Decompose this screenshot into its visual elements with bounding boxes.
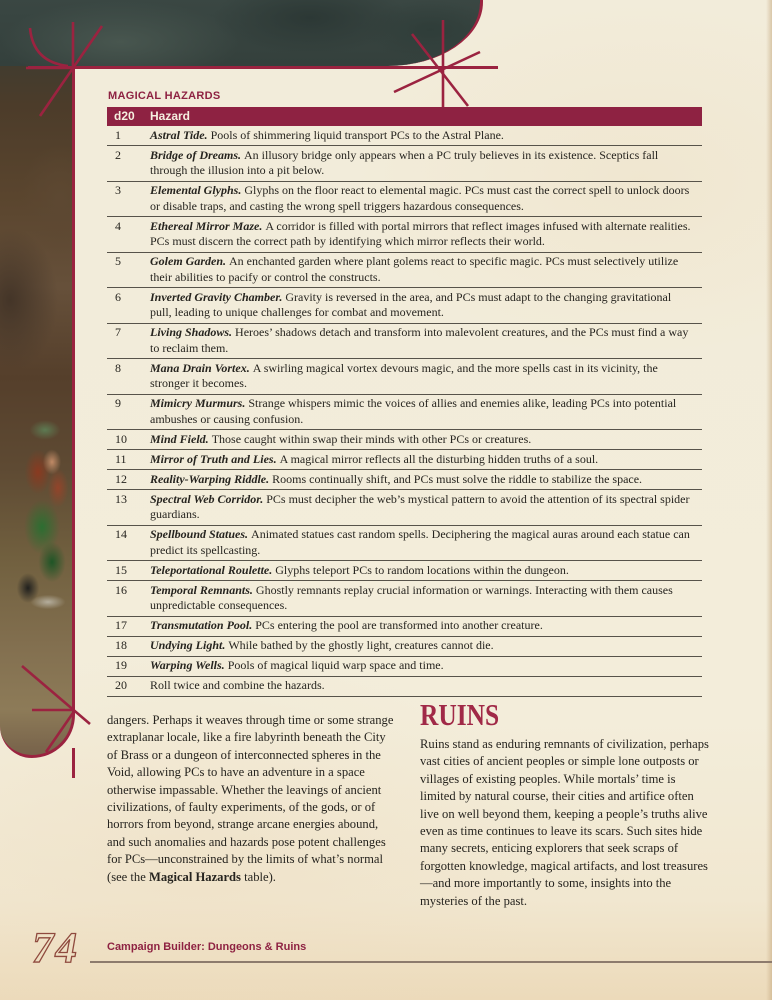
roll-cell: 5	[107, 252, 150, 288]
roll-cell: 11	[107, 450, 150, 470]
table-row	[107, 288, 702, 324]
hazard-name: Spectral Web Corridor.	[150, 491, 267, 506]
hazard-cell	[150, 470, 702, 490]
hazard-name: Reality-Warping Riddle.	[150, 471, 273, 486]
hazard-description: Roll twice and combine the hazards.	[150, 678, 325, 692]
hazard-description: An enchanted garden where plant golems react to specific magic. PCs must selectively utilize their abilities to pacify or control the constructs.	[150, 254, 679, 284]
hazard-cell	[150, 616, 702, 636]
roll-cell: 7	[107, 323, 150, 359]
hazard-name: Teleportational Roulette.	[150, 562, 276, 577]
table-row	[107, 217, 702, 253]
table-row	[107, 359, 702, 395]
hazard-description: Glyphs on the floor react to elemental magic. PCs must cast the correct spell to unlock doors or disable traps, and casting the wrong spell triggers hazardous consequences.	[150, 183, 690, 213]
roll-cell: 13	[107, 490, 150, 526]
hazard-description: Pools of shimmering liquid transport PCs to the Astral Plane.	[210, 127, 504, 142]
roll-cell: 18	[107, 636, 150, 656]
hazard-cell	[150, 490, 702, 526]
hazard-name: Elemental Glyphs.	[150, 183, 245, 197]
table-row	[107, 146, 702, 182]
hazard-name: Transmutation Pool.	[150, 618, 256, 632]
footer-rule	[90, 961, 772, 963]
left-column-text-end: table).	[240, 869, 276, 884]
table-row	[107, 490, 702, 526]
hazard-name: Inverted Gravity Chamber.	[150, 289, 286, 304]
hazard-cell	[150, 525, 702, 561]
hazard-description: A corridor is filled with portal mirrors that reflect images infused with alternate realities. PCs must discern the correct path by identifying which mirror reflects their world.	[150, 218, 691, 248]
hazard-description: A swirling magical vortex devours magic, and the more spells cast in its vicinity, the stronger it becomes.	[150, 360, 658, 390]
table-row	[107, 656, 702, 676]
hazard-description: PCs must decipher the web’s mystical pattern to avoid the attention of its spectral spider guardians.	[150, 491, 690, 521]
roll-cell: 1	[107, 126, 150, 146]
table-row	[107, 561, 702, 581]
roll-cell: 9	[107, 394, 150, 430]
roll-cell: 4	[107, 217, 150, 253]
hazard-cell	[150, 288, 702, 324]
hazard-description: While bathed by the ghostly light, creatures cannot die.	[228, 638, 494, 652]
left-column-bold-reference: Magical Hazards	[148, 869, 241, 884]
table-row	[107, 126, 702, 146]
hazard-description: Gravity is reversed in the area, and PCs must adapt to the changing gravitational pull, leading to unique challenges for combat and movement.	[150, 289, 672, 319]
hazard-name: Golem Garden.	[150, 254, 229, 268]
hazard-description: A magical mirror reflects all the disturbing hidden truths of a soul.	[279, 451, 599, 466]
roll-cell: 14	[107, 525, 150, 561]
page-number: 74	[32, 925, 79, 972]
ruins-paragraph: Ruins stand as enduring remnants of civilization, perhaps vast cities of ancient peoples or simple lone outposts or villages of existing peoples. While mortals’ time is limited by natural course, their cities and artifice often live on well beyond them, keeping a people’s truths alive even as time continues to leave its scars. Such sites hide many secrets, enticing explorers that seek scraps of forgotten knowledge, magical artifacts, and lost treasures—and more importantly to some, insights into the mysteries of the past.	[420, 737, 709, 908]
table-row	[107, 676, 702, 696]
hazard-description: Strange whispers mimic the voices of allies and enemies alike, leading PCs into potential ambushes or causing confusion.	[150, 396, 677, 426]
hazard-cell	[150, 656, 702, 676]
column-header-d20: d20	[107, 107, 150, 126]
roll-cell: 17	[107, 616, 150, 636]
table-row	[107, 252, 702, 288]
roll-cell: 3	[107, 181, 150, 217]
table-header-row	[107, 107, 702, 126]
column-header-hazard: Hazard	[150, 107, 702, 126]
hazard-name: Bridge of Dreams.	[150, 147, 244, 162]
hazard-cell	[150, 181, 702, 217]
left-text-column	[107, 712, 399, 886]
roll-cell: 10	[107, 430, 150, 450]
hazard-cell	[150, 676, 702, 696]
table-header	[107, 107, 702, 126]
table-row	[107, 450, 702, 470]
hazard-name: Mirror of Truth and Lies.	[150, 451, 280, 466]
roll-cell: 6	[107, 288, 150, 324]
magical-hazards-section	[107, 90, 702, 697]
roll-cell: 12	[107, 470, 150, 490]
table-row	[107, 616, 702, 636]
hazard-name: Astral Tide.	[150, 127, 211, 142]
hazard-description: PCs entering the pool are transformed into another creature.	[255, 618, 543, 632]
hazard-name: Ethereal Mirror Maze.	[150, 218, 266, 233]
hazard-cell	[150, 146, 702, 182]
ruins-heading: RUINS	[420, 697, 500, 732]
roll-cell: 2	[107, 146, 150, 182]
hazard-cell	[150, 450, 702, 470]
roll-cell: 20	[107, 676, 150, 696]
ruins-section	[420, 697, 710, 910]
roll-cell: 15	[107, 561, 150, 581]
hazard-table-body	[107, 126, 702, 696]
starburst-ornament-bottom-left	[18, 660, 110, 762]
table-row	[107, 581, 702, 617]
hazard-name: Undying Light.	[150, 638, 229, 652]
hazard-cell	[150, 252, 702, 288]
table-row	[107, 470, 702, 490]
hazard-description: Heroes’ shadows detach and transform into malevolent creatures, and the PCs must find a way to reclaim them.	[150, 325, 689, 355]
hazard-description: Pools of magical liquid warp space and time.	[227, 658, 444, 672]
table-row	[107, 323, 702, 359]
hazard-name: Warping Wells.	[150, 658, 228, 672]
hazard-cell	[150, 636, 702, 656]
footer-book-title: Campaign Builder: Dungeons & Ruins	[107, 941, 307, 953]
hazard-cell	[150, 561, 702, 581]
roll-cell: 8	[107, 359, 150, 395]
hazard-name: Mimicry Murmurs.	[150, 396, 249, 410]
hazard-description: Animated statues cast random spells. Deciphering the magical auras around each statue can predict its spellcasting.	[150, 527, 690, 557]
hazard-cell	[150, 581, 702, 617]
hazard-description: An illusory bridge only appears when a PC truly believes in its existence. Sceptics fall through the illusion into a pit below.	[150, 147, 659, 177]
hazard-name: Mind Field.	[150, 431, 212, 446]
hazard-cell	[150, 394, 702, 430]
hazard-cell	[150, 217, 702, 253]
hazard-cell	[150, 126, 702, 146]
table-row	[107, 636, 702, 656]
table-title: MAGICAL HAZARDS	[108, 90, 221, 102]
roll-cell: 16	[107, 581, 150, 617]
magical-hazards-table	[107, 107, 702, 697]
roll-cell: 19	[107, 656, 150, 676]
table-row	[107, 430, 702, 450]
hazard-description: Those caught within swap their minds with other PCs or creatures.	[211, 431, 532, 446]
hazard-cell	[150, 359, 702, 395]
hazard-name: Spellbound Statues.	[150, 527, 252, 541]
hazard-description: Glyphs teleport PCs to random locations within the dungeon.	[275, 562, 569, 577]
table-row	[107, 181, 702, 217]
page-edge-shading	[766, 0, 772, 1000]
starburst-ornament-top-left	[18, 12, 118, 124]
hazard-description: Ghostly remnants replay crucial information or warnings. Interacting with them causes unpredictable consequences.	[150, 582, 673, 612]
table-row	[107, 525, 702, 561]
left-column-text: dangers. Perhaps it weaves through time or some strange extraplanar locale, like a fire labyrinth beneath the City of Brass or a dungeon of interconnected spheres in the Void, allowing PCs to have an adventure in a space otherwise impassable. Whether the leavings of ancient civilizations, of faulty experiments, of the gods, or of horrors from beyond, strange arcane energies abound, and such anomalies and hazards pose potent challenges for PCs—unconstrained by the limits of what’s normal (see the	[107, 713, 394, 884]
hazard-description: Rooms continually shift, and PCs must solve the riddle to stabilize the space.	[272, 471, 643, 486]
hazard-name: Living Shadows.	[150, 325, 236, 339]
hazard-name: Mana Drain Vortex.	[150, 360, 253, 375]
hazard-name: Temporal Remnants.	[150, 582, 256, 597]
table-row	[107, 394, 702, 430]
hazard-cell	[150, 323, 702, 359]
hazard-cell	[150, 430, 702, 450]
